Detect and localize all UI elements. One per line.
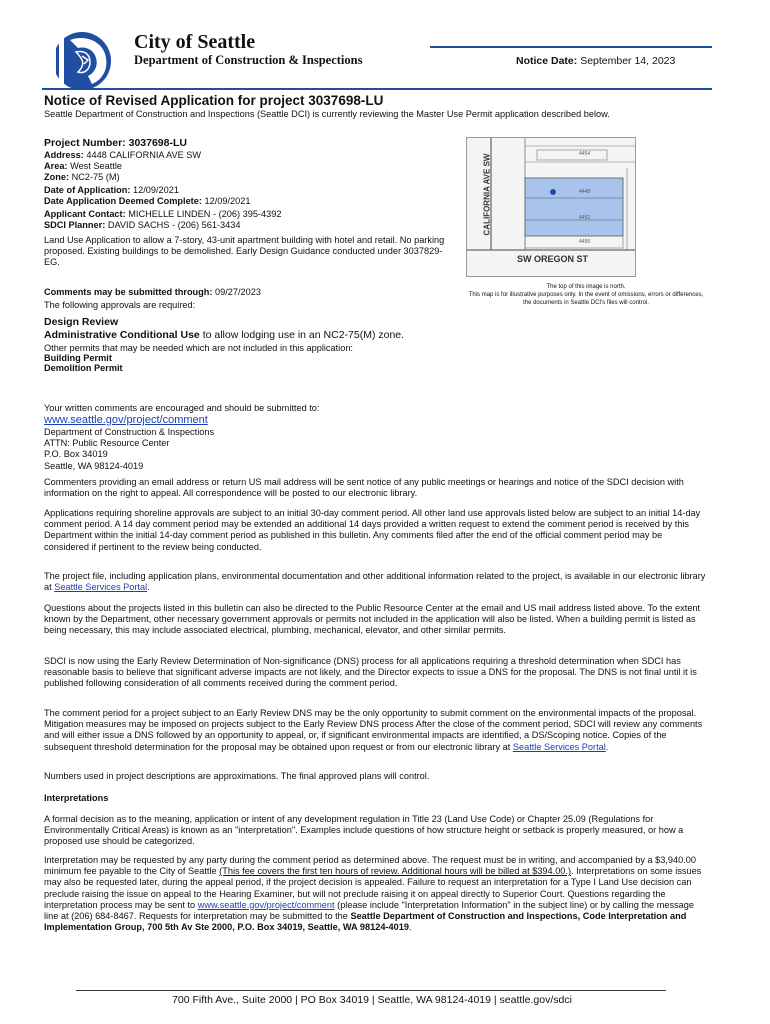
date-complete-label: Date Application Deemed Complete: bbox=[44, 196, 202, 207]
mailing-line: Seattle, WA 98124-4019 bbox=[44, 460, 144, 471]
project-location bbox=[44, 150, 464, 184]
para-interp-text-3: (please include "Interpretation Information" in the subject line) or by calling the message line at (206) 684-8467. Requests for interpretation may be submitted to the bbox=[44, 899, 694, 922]
para-interp-text-1: Interpretation may be requested by any party during the comment period as determined above. The request must be in writing, and accompanied by a $3,940.00 minimum fee payable to the City of Seattle bbox=[44, 855, 697, 877]
mailing-line: ATTN: Public Resource Center bbox=[44, 438, 170, 449]
acu-text: to allow lodging use in an NC2-75(M) zone. bbox=[199, 329, 405, 341]
design-review-heading: Design Review bbox=[44, 316, 119, 328]
para-interp-address: Seattle Department of Construction and Inspections, Code Interpretation and Implementation Group, 700 5th Av Ste 2000, P.O. Box 34019, Seattle, WA 98124-4019 bbox=[44, 911, 687, 933]
page-title: Notice of Revised Application for project 3037698-LU bbox=[44, 93, 384, 108]
notice-date-label: Notice Date: bbox=[516, 55, 578, 67]
applicant-contact-label: Applicant Contact: bbox=[44, 209, 126, 219]
para-questions: Questions about the projects listed in this bulletin can also be directed to the Public Resource Center at the email and US mail address listed above. To the extent known by the Department, other necessary government approvals or permits not included in the application will also be listed. When a building permit is listed as being necessary, this may include associated electrical, plumbing, mechanical, elevator, and other similar permits. bbox=[44, 603, 701, 636]
para-project-file-end: . bbox=[147, 582, 150, 593]
para-notice-info: Commenters providing an email address or return US mail address will be sent notice of any public meetings or hearings and notice of the SDCI decision with information on the right to appeal. All correspondence will be posted to our electronic library. bbox=[44, 477, 684, 499]
applicant-contact-value: MICHELLE LINDEN - (206) 395-4392 bbox=[128, 209, 282, 219]
map-caption-north: The top of this image is north. bbox=[546, 284, 626, 290]
project-description: Land Use Application to allow a 7-story, 43-unit apartment building with hotel and retail. No parking proposed. Existing buildings to be demolished. Early Design Guidance conducted under 3037829-EG. bbox=[44, 235, 445, 268]
header-rule bbox=[430, 46, 712, 48]
submit-intro: Your written comments are encouraged and should be submitted to: bbox=[44, 403, 320, 413]
map-caption-disclaimer: This map is for illustrative purposes only. In the event of omissions, errors or differences, the documents in Seattle DCI's files will control. bbox=[468, 292, 704, 306]
map-lot-label: 4456 bbox=[579, 239, 591, 245]
address-value: 4448 CALIFORNIA AVE SW bbox=[86, 150, 202, 160]
mailing-address bbox=[44, 427, 214, 472]
approvals-intro: The following approvals are required: bbox=[44, 300, 196, 310]
para-early-review-text: The comment period for a project subject to an Early Review DNS may be the only opportunity to submit comment on the environmental impacts of the proposal. Mitigation measures may be imposed on projects subject to the Early Review DNS process After the close of the comment period, SDCI will review any comments and will either issue a DNS followed by an opportunity to appeal, or, if significant environmental impacts are identified, a DS/Scoping notice. Copies of the subsequent threshold determination for the proposal may be obtained upon request or from our electronic library at bbox=[44, 708, 703, 752]
comments-deadline-label: Comments may be submitted through: bbox=[44, 287, 213, 297]
para-comment-period: Applications requiring shoreline approvals are subject to an initial 30-day comment period. All other land use approvals listed below are subject to an initial 14-day comment period. A 14 day comment period may be extended an additional 14 days provided a written request to extend the comment period is received by this Department within the initial 14-day comment period as published in this bulletin. Any comments filed after the end of the official comment period may be considered if pertinent to the review being conducted. bbox=[44, 508, 701, 552]
map-lot-label: 4448 bbox=[579, 189, 591, 195]
area-value: West Seattle bbox=[70, 161, 122, 172]
footer-rule bbox=[76, 990, 666, 991]
project-number-label: Project Number: bbox=[44, 137, 126, 149]
para-interpretation-request bbox=[44, 855, 708, 933]
project-number bbox=[44, 137, 187, 150]
zone-label: Zone: bbox=[44, 172, 70, 183]
para-early-review-end: . bbox=[605, 741, 609, 752]
map-lot-label: 4454 bbox=[579, 151, 591, 157]
mailing-line: P.O. Box 34019 bbox=[44, 449, 108, 460]
para-interp-text-4: . bbox=[408, 922, 412, 933]
acu-line bbox=[44, 329, 404, 342]
para-interp-text-2: . Interpretations on some issues may also be requested later, during the appeal period, if the project decision is appealed. Failure to request an interpretation for a Type I Land Use decision can preclude raising the issue on appeal to the Hearing Examiner, but will not preclude raising it on appeal directly to Superior Court. Questions regarding the interpretation process may be sent to bbox=[44, 866, 702, 910]
project-dates bbox=[44, 185, 464, 207]
city-seal-logo bbox=[42, 30, 122, 92]
comment-url-link[interactable]: www.seattle.gov/project/comment bbox=[44, 414, 208, 426]
site-map bbox=[466, 137, 636, 277]
notice-date bbox=[516, 55, 675, 68]
comments-deadline-value: 09/27/2023 bbox=[215, 287, 261, 297]
para-interp-fee-note: (This fee covers the first ten hours of review. Additional hours will be billed at $394.00.) bbox=[219, 866, 572, 877]
address-label: Address: bbox=[44, 150, 84, 160]
interpretations-heading: Interpretations bbox=[44, 793, 109, 803]
planner-value: DAVID SACHS - (206) 561-3434 bbox=[107, 220, 241, 231]
zone-value: NC2-75 (M) bbox=[71, 172, 120, 183]
map-street-horizontal: SW OREGON ST bbox=[517, 254, 589, 264]
para-early-review bbox=[44, 708, 708, 753]
comments-deadline bbox=[44, 287, 261, 298]
permit-building: Building Permit bbox=[44, 353, 112, 363]
area-label: Area: bbox=[44, 161, 68, 172]
mailing-line: Department of Construction & Inspections bbox=[44, 427, 215, 437]
map-lot-label: 4452 bbox=[579, 215, 591, 221]
project-contacts bbox=[44, 209, 464, 231]
para-interpretation-def: A formal decision as to the meaning, application or intent of any development regulation in Title 23 (Land Use Code) or Chapter 25.09 (Regulations for Environmentally Critical Areas) is known as an "interpretation". Examples include questions of how structure height or setback is properly measured, or how a proposed use should be categorized. bbox=[44, 814, 684, 847]
notice-date-value: September 14, 2023 bbox=[580, 55, 676, 67]
acu-label: Administrative Conditional Use bbox=[44, 329, 200, 341]
date-complete-value: 12/09/2021 bbox=[204, 196, 251, 207]
para-project-file-text: The project file, including application plans, environmental documentation and other additional information related to the project, is available in our electronic library at bbox=[44, 571, 706, 593]
footer-address: 700 Fifth Ave., Suite 2000 | PO Box 34019 | Seattle, WA 98124-4019 | seattle.gov/sdci bbox=[172, 994, 572, 1006]
permit-demolition: Demolition Permit bbox=[44, 363, 123, 373]
planner-label: SDCI Planner: bbox=[44, 220, 106, 231]
para-numbers: Numbers used in project descriptions are approximations. The final approved plans will control. bbox=[44, 771, 430, 781]
para-dns: SDCI is now using the Early Review Determination of Non-significance (DNS) process for all applications requiring a threshold determination when SDCI has reasonable basis to believe that significant adverse impacts are not likely, and the Director expects to issue a DNS for the proposal. The DNS is not final until it is published following consideration of all comments received during the comment period. bbox=[44, 656, 697, 689]
services-portal-link-2[interactable]: Seattle Services Portal bbox=[512, 741, 606, 752]
intro-text: Seattle Department of Construction and Inspections (Seattle DCI) is currently reviewing the Master Use Permit application described below. bbox=[44, 109, 610, 119]
other-permits-intro: Other permits that may be needed which are not included in this application: bbox=[44, 343, 353, 353]
para-project-file bbox=[44, 571, 708, 593]
date-application-value: 12/09/2021 bbox=[133, 185, 179, 195]
project-number-value: 3037698-LU bbox=[128, 137, 187, 149]
date-application-label: Date of Application: bbox=[44, 185, 131, 195]
interpretation-comment-link[interactable]: www.seattle.gov/project/comment bbox=[197, 899, 335, 910]
services-portal-link[interactable]: Seattle Services Portal bbox=[54, 582, 148, 593]
org-name: City of Seattle bbox=[134, 31, 256, 53]
dept-name: Department of Construction & Inspections bbox=[134, 53, 363, 67]
map-street-vertical: CALIFORNIA AVE SW bbox=[482, 153, 492, 236]
header-bottom-rule bbox=[42, 88, 712, 90]
